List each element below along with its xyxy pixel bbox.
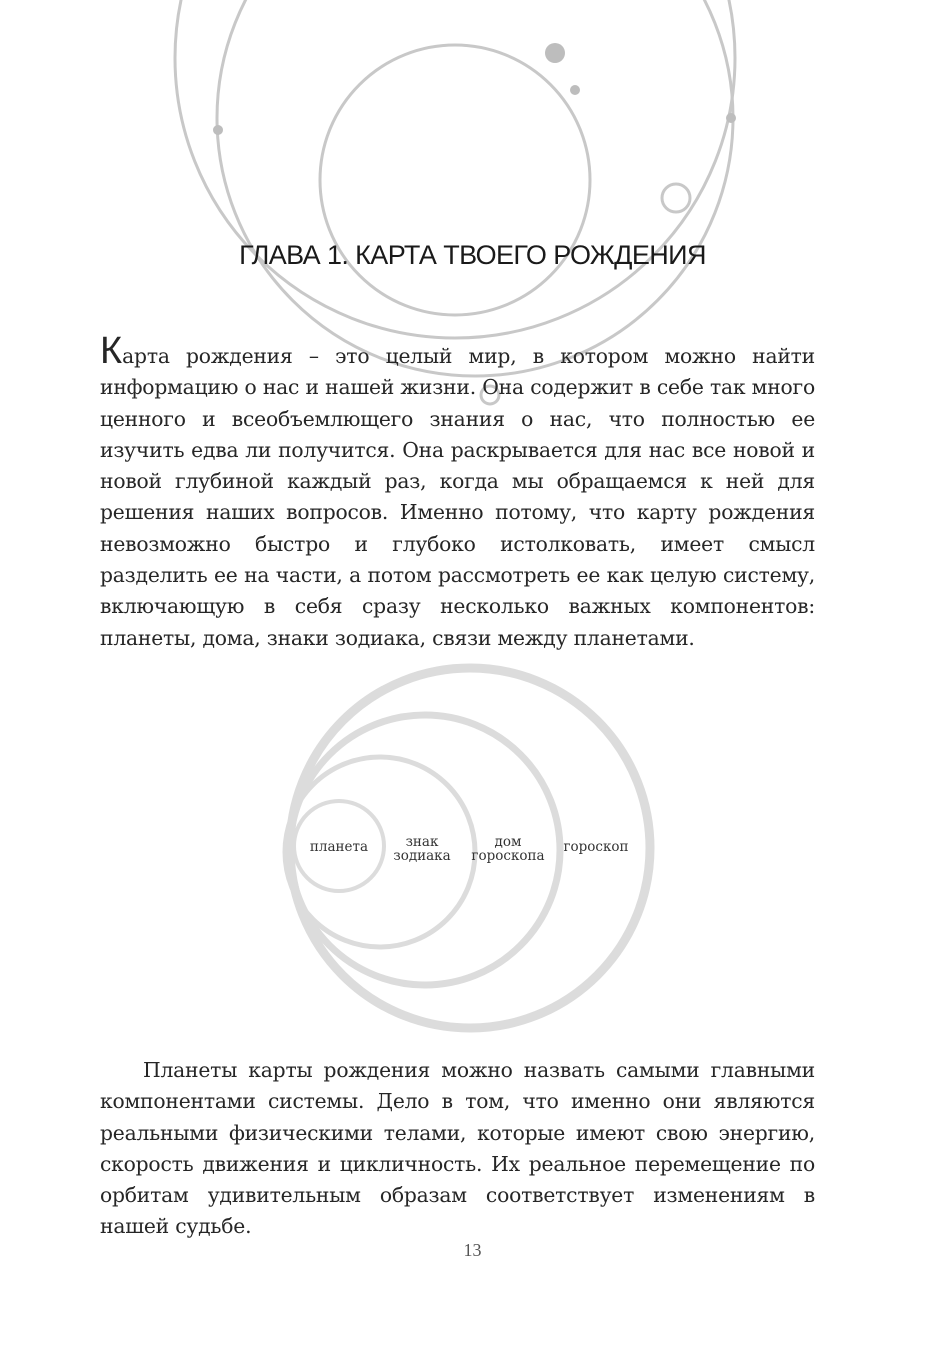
label-sign-line1: знак bbox=[405, 834, 439, 850]
chapter-title: ГЛАВА 1. КАРТА ТВОЕГО РОЖДЕНИЯ bbox=[239, 240, 706, 270]
planets-paragraph: Планеты карты рождения можно назвать самыми главными компонентами системы. Дело в том, что именно они являются реальными физическими телами, которые имеют свою энергию, скорость движения и цикличность. Их реальное перемещение по орбитам удивительным образам соответствует изменениям в нашей судьбе. bbox=[100, 1058, 815, 1239]
intro-paragraph-text: арта рождения – это целый мир, в котором можно найти информацию о нас и нашей жизни. Она содержит в себе так много ценного и всеобъемлющего знания о нас, что полностью ее изучить едва ли получится. Она раскрывается для нас все новой и новой глубиной каждый раз, когда мы обращаемся к ней для решения наших вопросов. Именно потому, что карту рождения невозможно быстро и глубоко истолковать, имеет смысл разделить ее на части, а потом рассмотреть ее как целую систему, включающую в себя сразу несколько важных компонентов: планеты, дома, знаки зодиака, связи между планетами. bbox=[100, 344, 815, 650]
label-sign-line2: зодиака bbox=[393, 848, 451, 864]
label-planet: планета bbox=[309, 839, 369, 855]
label-horoscope: гороскоп bbox=[563, 839, 629, 855]
label-house-line2: гороскопа bbox=[471, 848, 545, 864]
page-number: 13 bbox=[463, 1240, 482, 1260]
dropcap-letter: К bbox=[100, 330, 123, 372]
label-house-line1: дом bbox=[494, 834, 522, 850]
